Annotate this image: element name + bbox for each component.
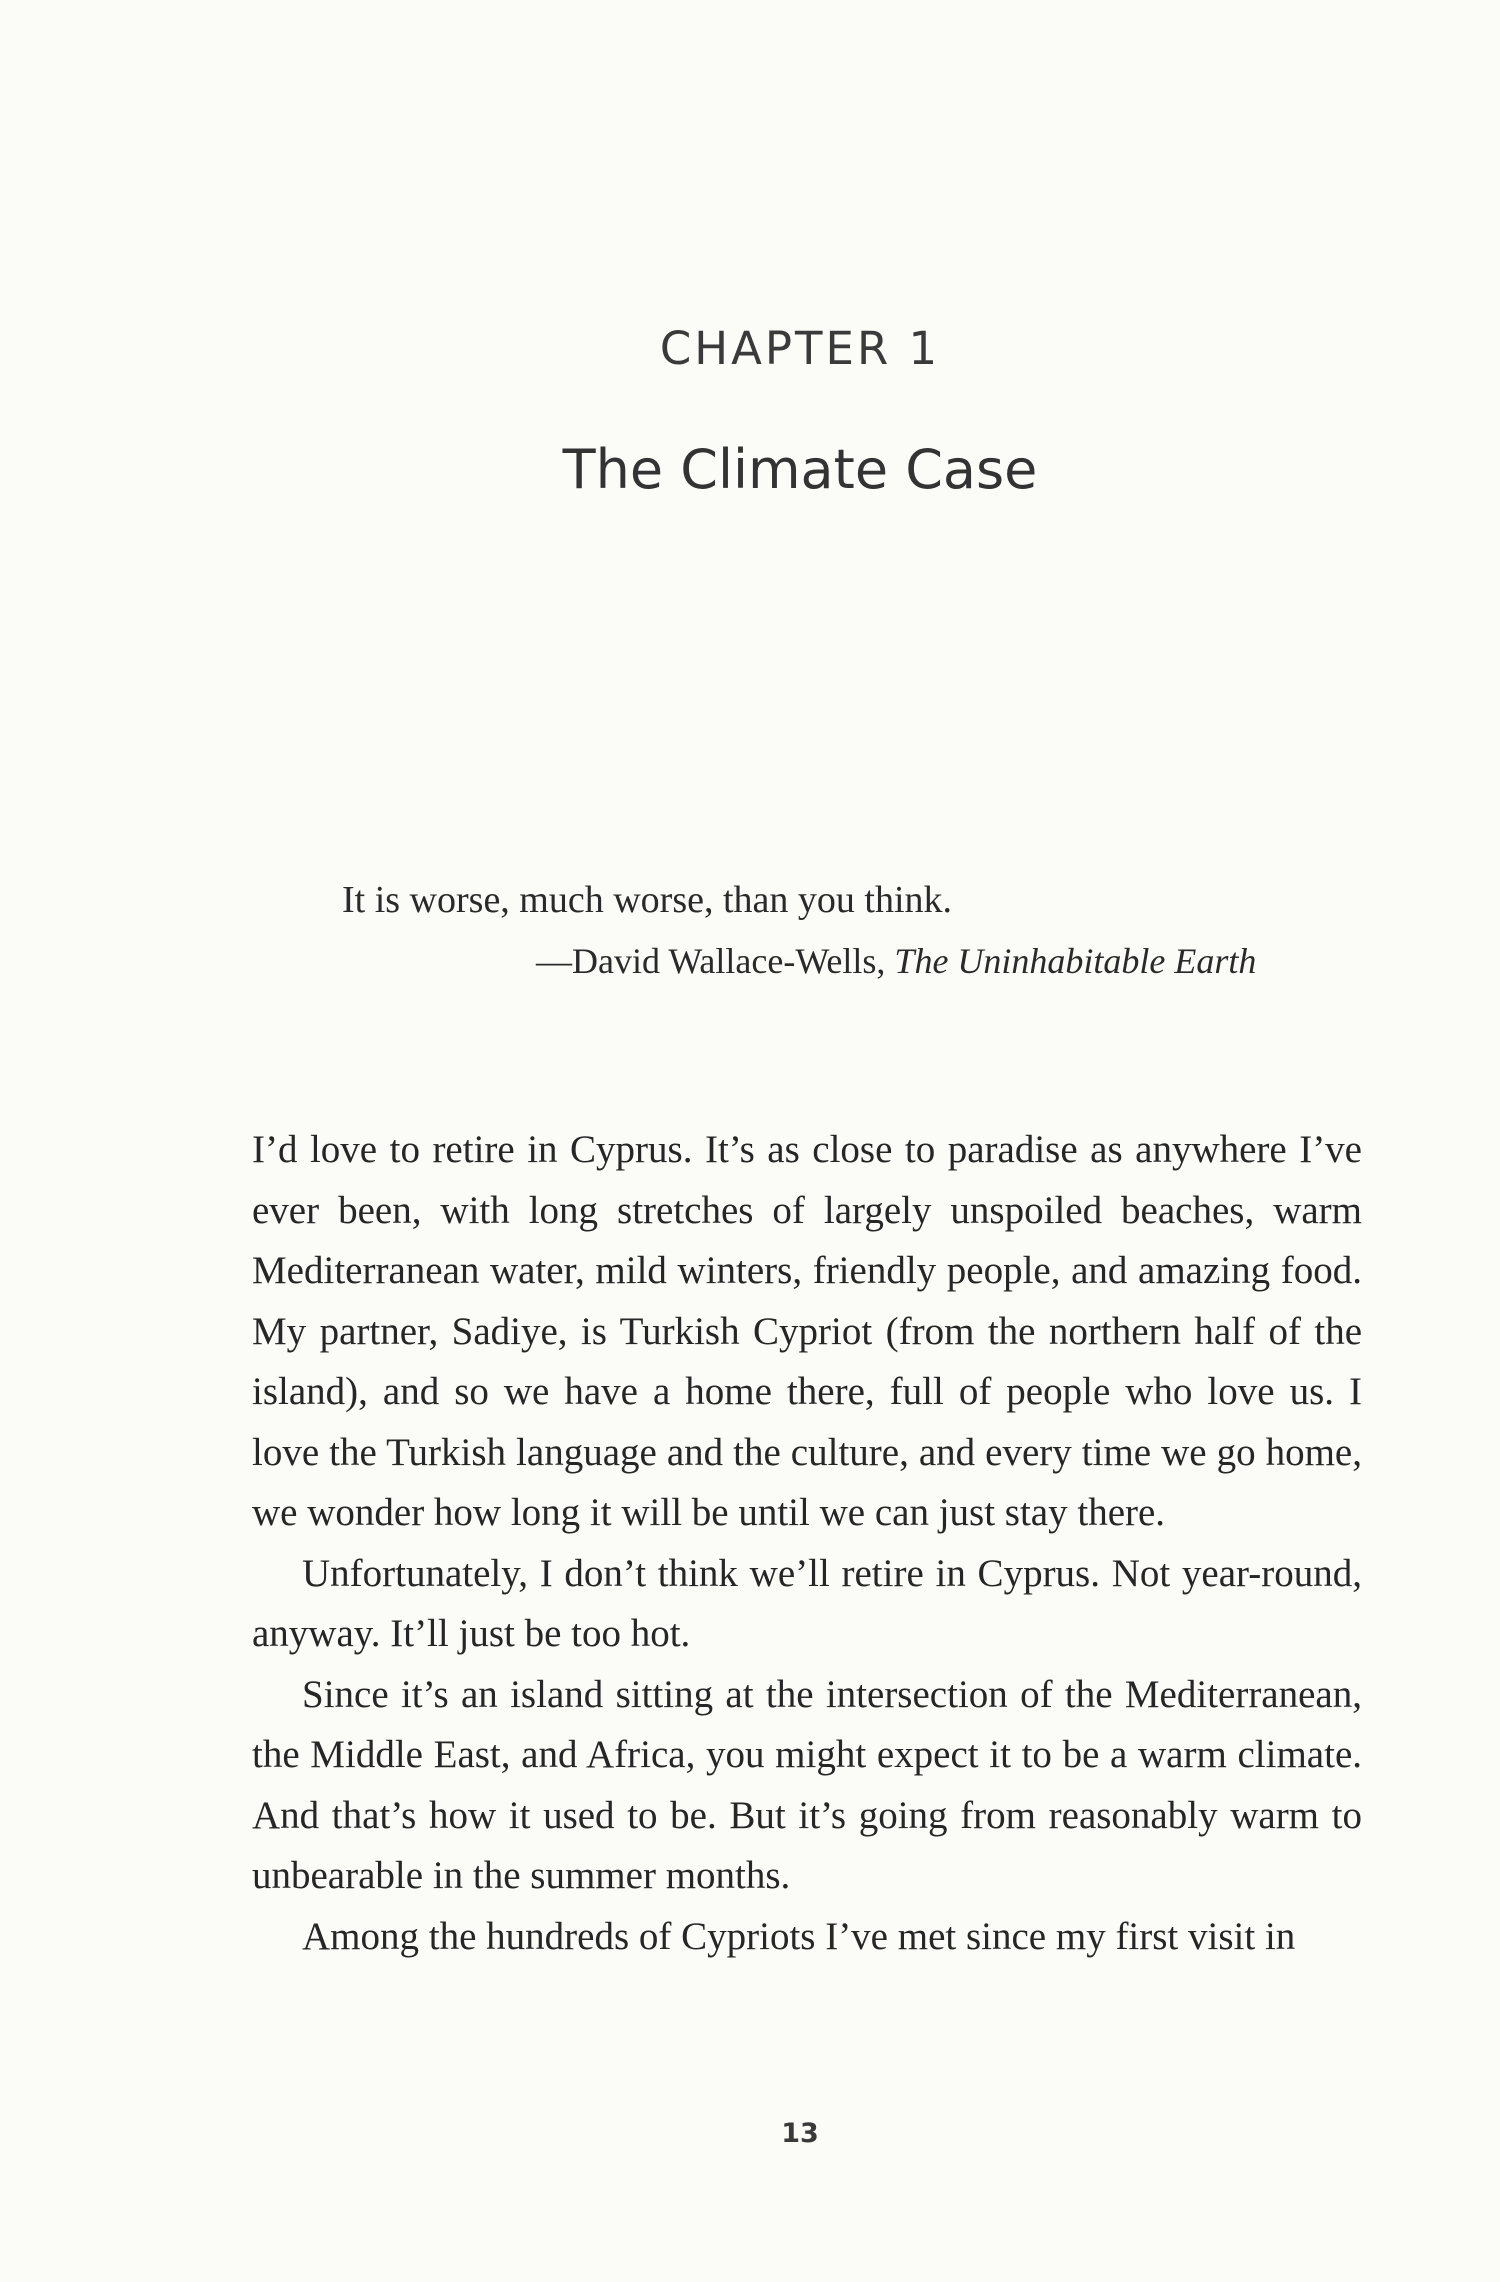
epigraph-attribution (536, 940, 1256, 982)
epigraph-author: —David Wallace-Wells, (536, 941, 895, 981)
chapter-title: The Climate Case (562, 438, 1038, 501)
epigraph-quote: It is worse, much worse, than you think. (342, 879, 953, 921)
body-text (252, 1120, 1362, 1967)
paragraph: Unfortunately, I don’t think we’ll retire in Cyprus. Not year-round, anyway. It’ll just be too hot. (252, 1551, 1362, 1655)
chapter-label: CHAPTER 1 (659, 322, 941, 375)
epigraph-work-title: The Uninhabitable Earth (894, 941, 1257, 981)
paragraph: I’d love to retire in Cyprus. It’s as close to paradise as anywhere I’ve ever been, with long stretches of largely unspoiled beaches, warm Mediterranean water, mild winters, friendly people, and amazing food. My partner, Sadiye, is Turkish Cypriot (from the northern half of the island), and so we have a home there, full of people who love us. I love the Turkish language and the culture, and every time we go home, we wonder how long it will be until we can just stay there. (252, 1128, 1362, 1534)
page-number: 13 (781, 2118, 819, 2149)
paragraph: Among the hundreds of Cypriots I’ve met since my first visit in (302, 1914, 1296, 1958)
paragraph: Since it’s an island sitting at the intersection of the Mediterranean, the Middle East, and Africa, you might expect it to be a warm climate. And that’s how it used to be. But it’s going from reasonably warm to unbearable in the summer months. (252, 1672, 1362, 1897)
